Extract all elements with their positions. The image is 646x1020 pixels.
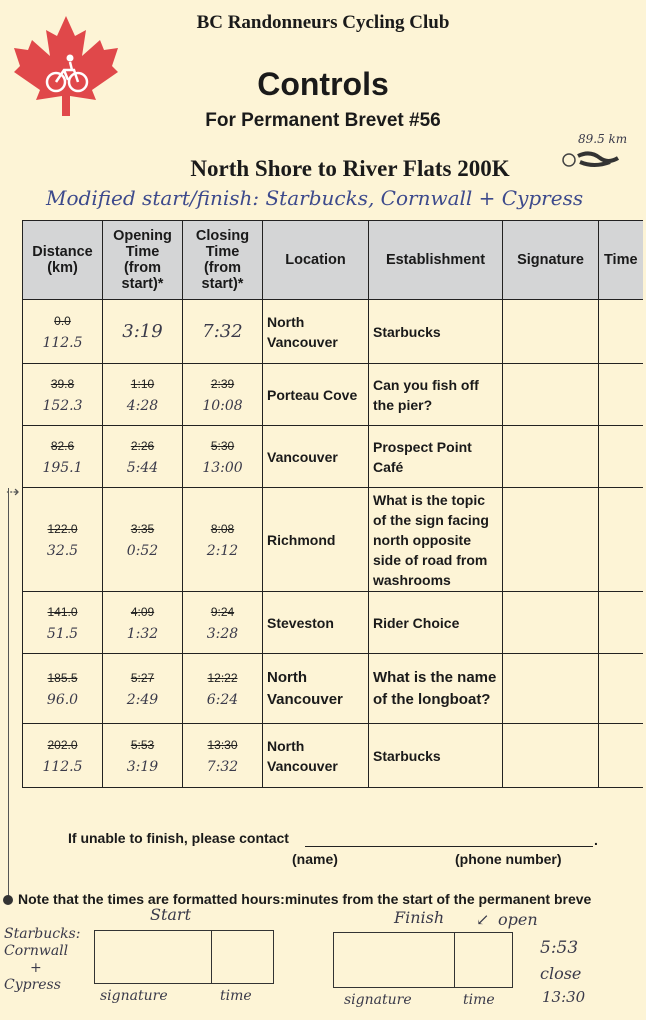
- contact-field[interactable]: [305, 846, 593, 847]
- start-signature-label: signature: [100, 988, 168, 1004]
- signature-cell[interactable]: [503, 426, 599, 488]
- contact-period: .: [594, 832, 598, 848]
- margin-arrow-icon: ⇢: [6, 484, 20, 501]
- col-distance: Distance (km): [23, 221, 103, 300]
- finish-close-time: 13:30: [542, 988, 586, 1006]
- finish-close-label: close: [540, 964, 582, 983]
- time-cell[interactable]: [599, 488, 643, 592]
- distance-old: 0.0: [54, 313, 71, 328]
- route-name: North Shore to River Flats 200K: [190, 156, 510, 181]
- closing-new: 2:12: [206, 542, 239, 559]
- scribble-mark: [560, 148, 620, 170]
- start-location-note: [4, 926, 80, 994]
- opening-old: 2:26: [130, 438, 155, 453]
- table-row: [23, 426, 643, 488]
- modified-start-note: Modified start/finish: Starbucks, Cornwall + Cypress: [46, 186, 584, 210]
- opening-new: 3:19: [122, 320, 163, 342]
- col-closing: Closing Time (from start)*: [183, 221, 263, 300]
- distance-old: 82.6: [50, 438, 75, 453]
- closing-old: 5:30: [210, 438, 235, 453]
- closing-new: 10:08: [202, 397, 243, 414]
- start-heading: Start: [150, 905, 192, 924]
- closing-new: 3:28: [206, 625, 239, 642]
- distance-old: 122.0: [47, 521, 78, 536]
- route-distance-note: 89.5 km: [578, 132, 628, 146]
- distance-new: 152.3: [42, 397, 83, 414]
- time-cell[interactable]: [599, 592, 643, 654]
- closing-new: 7:32: [206, 758, 239, 775]
- time-cell[interactable]: [599, 654, 643, 724]
- finish-arrow-icon: ↙︎: [476, 910, 490, 929]
- signature-cell[interactable]: [503, 300, 599, 364]
- closing-old: 12:22: [207, 670, 238, 685]
- closing-old: 9:24: [210, 604, 235, 619]
- time-cell[interactable]: [599, 364, 643, 426]
- opening-new: 2:49: [126, 691, 159, 708]
- start-note-line-3: +: [30, 960, 42, 976]
- table-row: [23, 592, 643, 654]
- contact-text: If unable to finish, please contact: [68, 830, 289, 846]
- distance-new: 112.5: [42, 758, 83, 775]
- location: Steveston: [263, 592, 369, 654]
- page-title: Controls: [257, 66, 389, 102]
- location: Porteau Cove: [263, 364, 369, 426]
- table-header-row: [23, 221, 643, 300]
- page-subtitle: For Permanent Brevet #56: [205, 110, 441, 131]
- table-row: [23, 488, 643, 592]
- name-label: (name): [292, 851, 338, 867]
- location: North Vancouver: [263, 300, 369, 364]
- distance-old: 39.8: [50, 376, 75, 391]
- distance-new: 96.0: [46, 691, 79, 708]
- finish-open-time: 5:53: [540, 938, 579, 958]
- distance-old: 185.5: [47, 670, 78, 685]
- margin-dot: [3, 895, 13, 905]
- establishment: What is the topic of the sign facing north opposite side of road from washrooms: [369, 488, 503, 592]
- col-signature: Signature: [503, 221, 599, 300]
- location: North Vancouver: [263, 654, 369, 724]
- signature-cell[interactable]: [503, 654, 599, 724]
- finish-signature-label: signature: [344, 992, 412, 1008]
- time-cell[interactable]: [599, 300, 643, 364]
- distance-new: 195.1: [42, 459, 83, 476]
- opening-old: 1:10: [130, 376, 155, 391]
- signature-cell[interactable]: [503, 724, 599, 788]
- opening-new: 0:52: [126, 542, 159, 559]
- start-note-line-4: Cypress: [4, 977, 61, 993]
- col-opening: Opening Time (from start)*: [103, 221, 183, 300]
- phone-label: (phone number): [455, 851, 562, 867]
- closing-new: 7:32: [202, 320, 243, 342]
- start-note-line-2: Cornwall: [4, 943, 69, 959]
- table-row: [23, 300, 643, 364]
- col-time: Time: [599, 221, 643, 300]
- signature-cell[interactable]: [503, 364, 599, 426]
- distance-old: 202.0: [47, 737, 78, 752]
- opening-new: 5:44: [126, 459, 159, 476]
- distance-new: 32.5: [46, 542, 79, 559]
- controls-table: [22, 220, 643, 788]
- establishment: Rider Choice: [369, 592, 503, 654]
- start-box[interactable]: [94, 930, 274, 984]
- start-note-line-1: Starbucks:: [4, 926, 81, 942]
- opening-new: 1:32: [126, 625, 159, 642]
- col-location: Location: [263, 221, 369, 300]
- closing-old: 8:08: [210, 521, 235, 536]
- finish-time-label: time: [463, 992, 495, 1008]
- closing-new: 13:00: [202, 459, 243, 476]
- signature-cell[interactable]: [503, 592, 599, 654]
- location: Vancouver: [263, 426, 369, 488]
- opening-old: 5:27: [130, 670, 155, 685]
- opening-old: 3:35: [130, 521, 155, 536]
- table-row: [23, 724, 643, 788]
- time-cell[interactable]: [599, 724, 643, 788]
- distance-new: 51.5: [46, 625, 79, 642]
- closing-old: 13:30: [207, 737, 238, 752]
- finish-open-label: open: [498, 910, 538, 929]
- establishment: Can you fish off the pier?: [369, 364, 503, 426]
- col-establishment: Establishment: [369, 221, 503, 300]
- table-row: [23, 654, 643, 724]
- establishment: Starbucks: [369, 300, 503, 364]
- establishment: Prospect Point Café: [369, 426, 503, 488]
- location: Richmond: [263, 488, 369, 592]
- establishment: What is the name of the longboat?: [369, 654, 503, 724]
- closing-new: 6:24: [206, 691, 239, 708]
- opening-old: 5:53: [130, 737, 155, 752]
- start-time-label: time: [220, 988, 252, 1004]
- opening-new: 3:19: [126, 758, 159, 775]
- table-row: [23, 364, 643, 426]
- club-name: BC Randonneurs Cycling Club: [196, 12, 450, 33]
- time-cell[interactable]: [599, 426, 643, 488]
- times-note: Note that the times are formatted hours:minutes from the start of the permanent breve: [18, 891, 592, 907]
- margin-line: [8, 488, 9, 900]
- opening-old: 4:09: [130, 604, 155, 619]
- finish-box[interactable]: [333, 932, 513, 988]
- opening-new: 4:28: [126, 397, 159, 414]
- finish-heading: Finish: [394, 908, 445, 927]
- location: North Vancouver: [263, 724, 369, 788]
- distance-new: 112.5: [42, 334, 83, 351]
- closing-old: 2:39: [210, 376, 235, 391]
- signature-cell[interactable]: [503, 488, 599, 592]
- distance-old: 141.0: [47, 604, 78, 619]
- establishment: Starbucks: [369, 724, 503, 788]
